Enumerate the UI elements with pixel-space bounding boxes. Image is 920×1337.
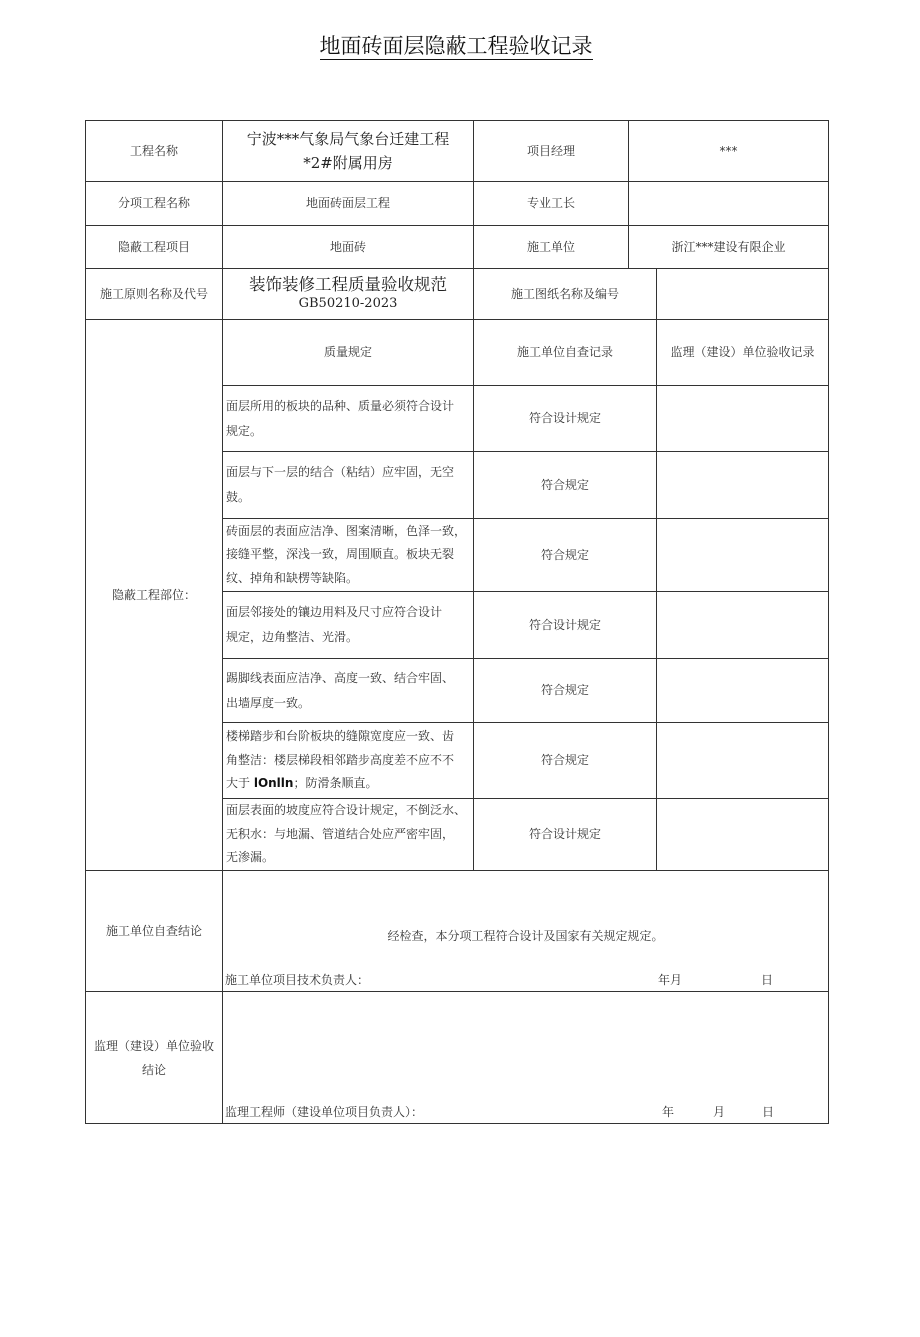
quality-requirement: 踢脚线表面应洁净、高度一致、结合牢固、 出墙厚度一致。 xyxy=(223,659,474,723)
hidden-item-label: 隐蔽工程项目 xyxy=(86,226,223,269)
height-diff-unit: lOnlln xyxy=(253,776,294,791)
sub-project-value: 地面砖面层工程 xyxy=(223,182,474,226)
supervisor-record xyxy=(657,519,829,592)
col-self-check-header: 施工单位自查记录 xyxy=(474,320,657,386)
supervisor-conclusion-label xyxy=(86,992,223,1124)
supervisor-label-line1: 监理（建设）单位验收 xyxy=(93,1038,214,1053)
supervisor-record xyxy=(657,659,829,723)
standard-label: 施工原则名称及代号 xyxy=(86,269,223,320)
quality-requirement: 面层邻接处的镶边用料及尺寸应符合设计 规定，边角整洁、光滑。 xyxy=(223,592,474,659)
page-title xyxy=(0,30,912,60)
drawing-value xyxy=(657,269,829,320)
self-check-result: 符合设计规定 xyxy=(474,592,657,659)
construction-unit-label: 施工单位 xyxy=(474,226,629,269)
project-name-line1: 宁波***气象局气象台迁建工程 xyxy=(246,130,450,148)
row-project-name xyxy=(86,121,829,182)
standard-code: GB50210-2023 xyxy=(298,296,398,311)
supervisor-signature-row xyxy=(225,1103,828,1121)
quality-requirement: 楼梯踏步和台阶板块的缝隙宽度应一致、齿 角整洁：楼层梯段相邻踏步高度差不应不不 大于 lOnlln；防滑条顺直。 xyxy=(223,723,474,799)
hidden-item-value: 地面砖 xyxy=(223,226,474,269)
row-supervisor-conclusion xyxy=(86,992,829,1124)
self-check-result: 符合规定 xyxy=(474,723,657,799)
quality-requirement: 砖面层的表面应洁净、图案清晰，色泽一致， 接缝平整，深浅一致，周围顺直。板块无裂 纹、掉角和缺楞等缺陷。 xyxy=(223,519,474,592)
self-conclusion-label: 施工单位自查结论 xyxy=(86,871,223,992)
row-inspection-header xyxy=(86,320,829,386)
supervisor-date-month: 月 xyxy=(713,1105,726,1119)
row-hidden-item xyxy=(86,226,829,269)
supervisor-date-day: 日 xyxy=(762,1105,775,1119)
self-check-result: 符合设计规定 xyxy=(474,799,657,871)
supervisor-label-line2: 结论 xyxy=(141,1062,166,1077)
supervisor-date-year: 年 xyxy=(662,1105,675,1119)
row-sub-project xyxy=(86,182,829,226)
self-date-year-month: 年月 xyxy=(658,973,683,987)
sub-project-label: 分项工程名称 xyxy=(86,182,223,226)
foreman-value xyxy=(629,182,829,226)
supervisor-record xyxy=(657,592,829,659)
acceptance-form-table xyxy=(85,120,829,1124)
manager-label: 项目经理 xyxy=(474,121,629,182)
project-name-line2: *2#附属用房 xyxy=(303,154,393,172)
supervisor-record xyxy=(657,386,829,452)
self-conclusion-text: 经检查，本分项工程符合设计及国家有关规定规定。 xyxy=(387,929,664,943)
drawing-label: 施工图纸名称及编号 xyxy=(474,269,657,320)
row-self-conclusion xyxy=(86,871,829,992)
row-standard xyxy=(86,269,829,320)
standard-value xyxy=(223,269,474,320)
quality-requirement: 面层所用的板块的品种、质量必须符合设计 规定。 xyxy=(223,386,474,452)
manager-value: *** xyxy=(629,121,829,182)
title-text: 地面砖面层隐蔽工程验收记录 xyxy=(319,34,593,58)
standard-name: 装饰装修工程质量验收规范 xyxy=(249,275,447,294)
self-signer-label: 施工单位项目技术负责人： xyxy=(225,973,370,987)
hidden-section-label: 隐蔽工程部位： xyxy=(86,320,223,871)
self-signature-row xyxy=(225,971,828,989)
supervisor-signer-label: 监理工程师（建设单位项目负责人）： xyxy=(225,1105,424,1119)
supervisor-record xyxy=(657,799,829,871)
quality-requirement: 面层表面的坡度应符合设计规定，不倒泛水、 无积水：与地漏、管道结合处应严密牢固， 无渗漏。 xyxy=(223,799,474,871)
supervisor-conclusion-cell xyxy=(223,992,829,1124)
col-quality-header: 质量规定 xyxy=(223,320,474,386)
self-conclusion-cell xyxy=(223,871,829,992)
supervisor-record xyxy=(657,452,829,519)
project-name-value xyxy=(223,121,474,182)
self-check-result: 符合规定 xyxy=(474,452,657,519)
self-check-result: 符合设计规定 xyxy=(474,386,657,452)
construction-unit-value: 浙江***建设有限企业 xyxy=(629,226,829,269)
supervisor-record xyxy=(657,723,829,799)
self-date-day: 日 xyxy=(761,973,774,987)
project-name-label: 工程名称 xyxy=(86,121,223,182)
foreman-label: 专业工长 xyxy=(474,182,629,226)
self-check-result: 符合规定 xyxy=(474,659,657,723)
quality-requirement: 面层与下一层的结合（粘结）应牢固，无空 鼓。 xyxy=(223,452,474,519)
self-check-result: 符合规定 xyxy=(474,519,657,592)
col-supervisor-header: 监理（建设）单位验收记录 xyxy=(657,320,829,386)
